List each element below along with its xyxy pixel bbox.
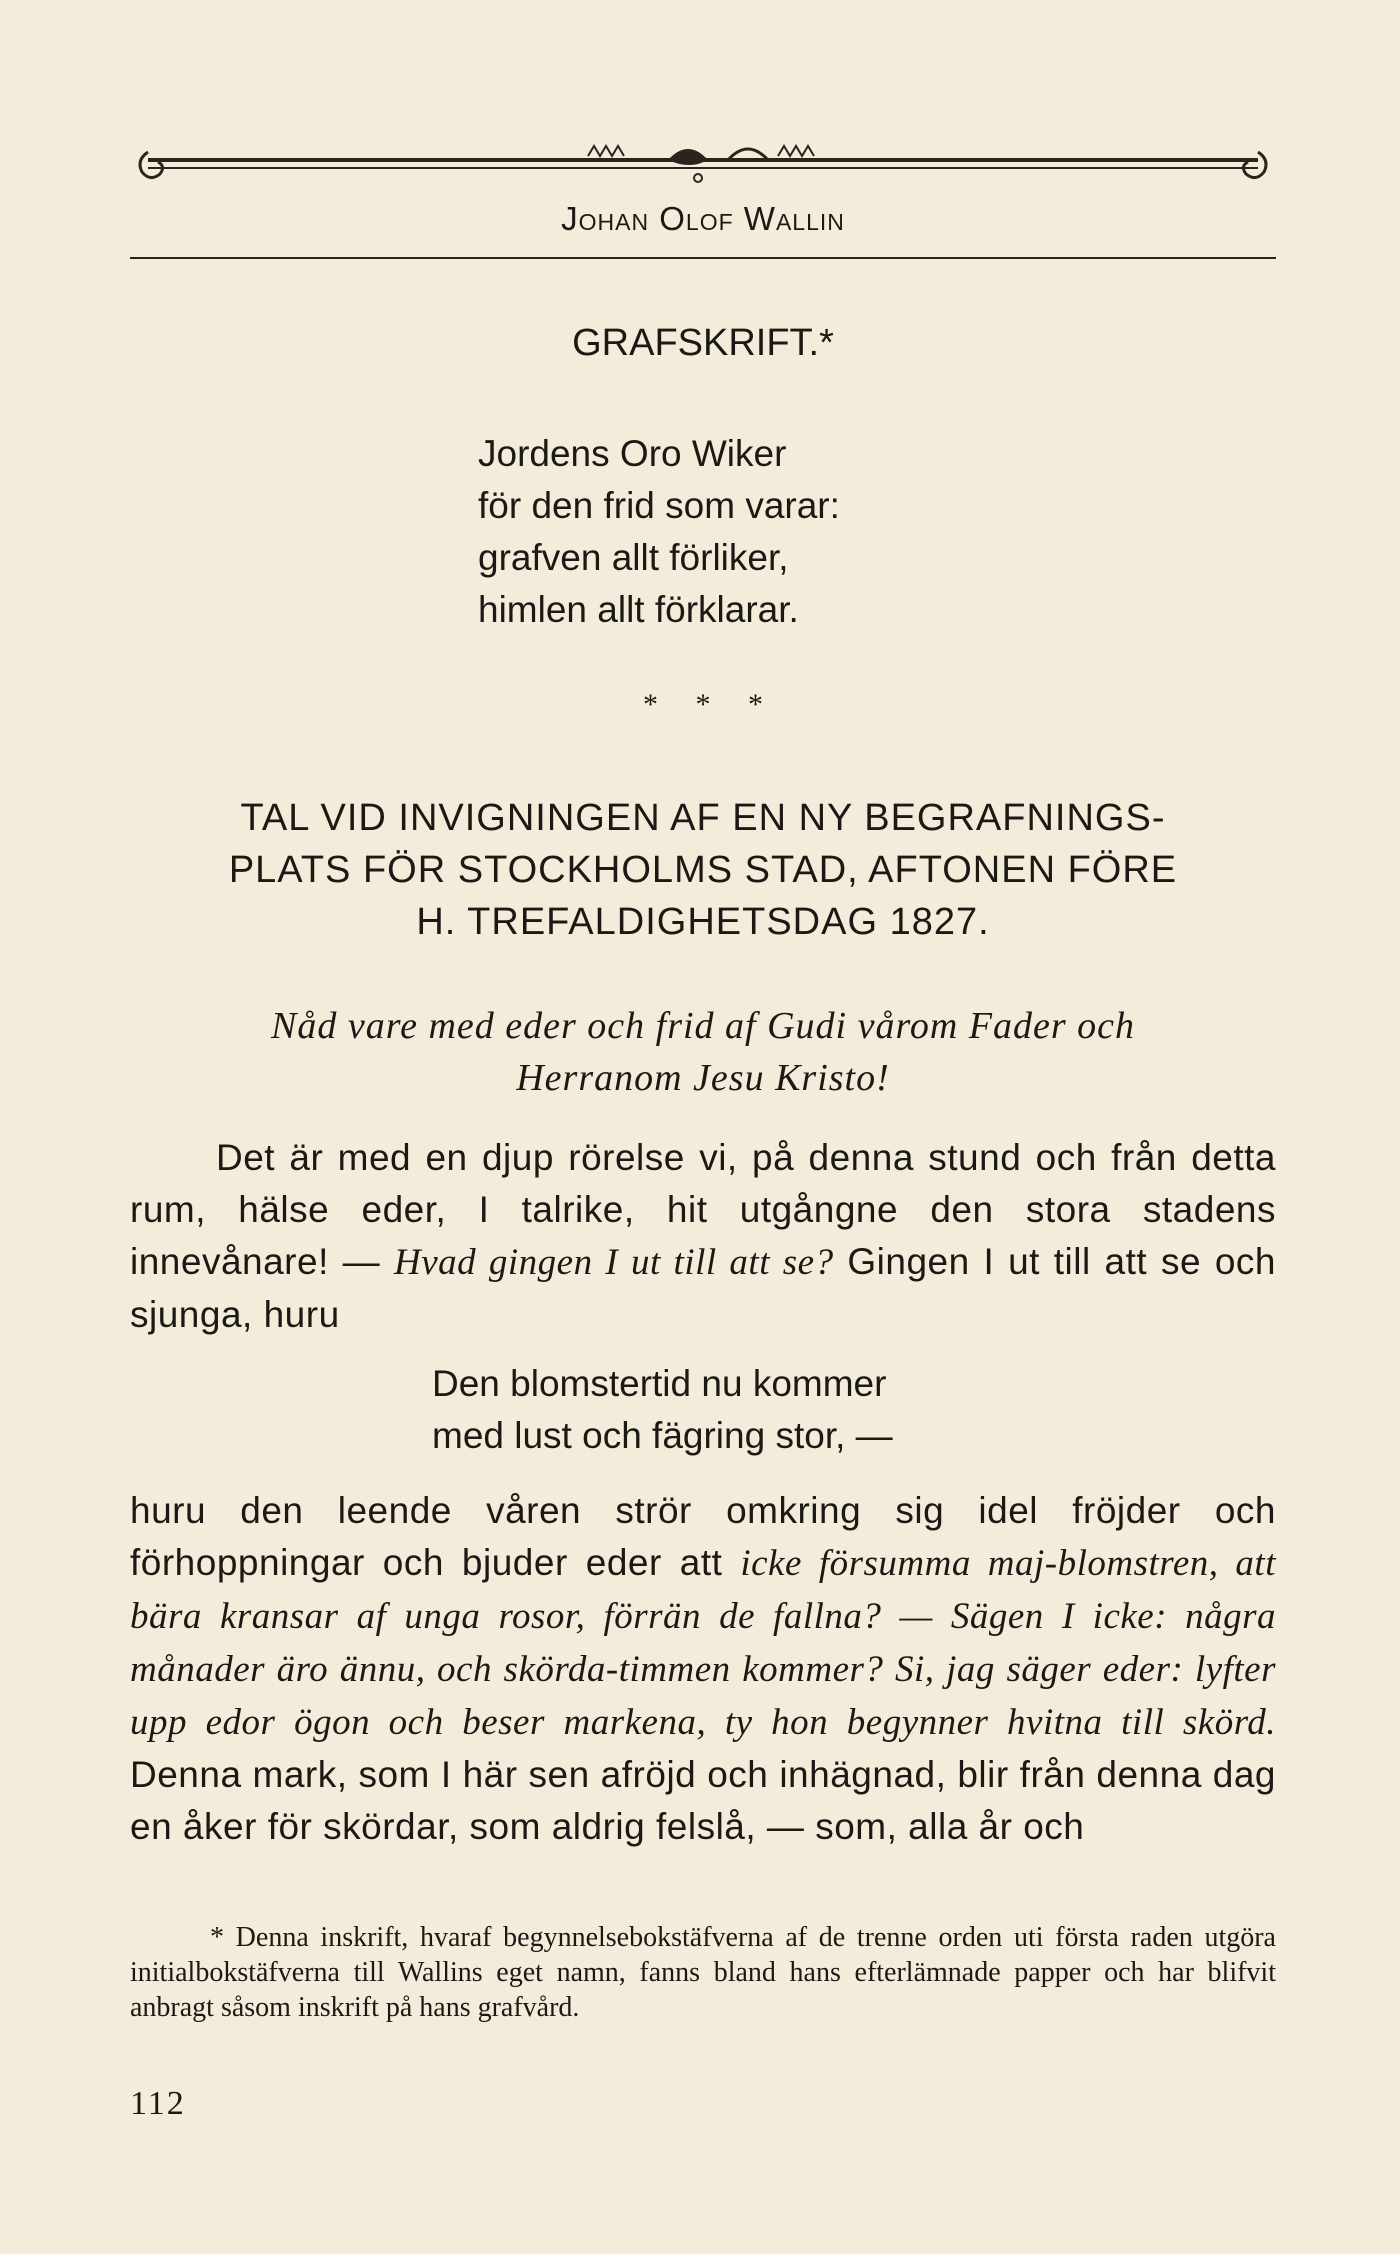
poem-line: för den frid som varar: bbox=[478, 485, 840, 526]
paragraph-text: Gingen I ut till att se och sjunga, huru bbox=[130, 1241, 1276, 1335]
epitaph-poem bbox=[478, 428, 840, 636]
hymn-quote bbox=[432, 1358, 893, 1462]
epitaph-title: GRAFSKRIFT.* bbox=[572, 322, 834, 364]
quote-line: med lust och fägring stor, — bbox=[432, 1415, 893, 1456]
speech-title-line: H. TREFALDIGHETSDAG 1827. bbox=[416, 901, 990, 943]
section-separator: * * * bbox=[643, 688, 763, 721]
body-paragraph bbox=[130, 1132, 1276, 1341]
speech-title bbox=[130, 792, 1276, 948]
poem-line: himlen allt förklarar. bbox=[478, 589, 799, 630]
salutation bbox=[172, 1000, 1234, 1104]
salutation-line: Nåd vare med eder och frid af Gudi vårom Fader och bbox=[270, 1005, 1136, 1047]
poem-line: Jordens Oro Wiker bbox=[478, 433, 787, 474]
running-head: Johan Olof Wallin bbox=[561, 200, 845, 237]
speech-title-line: TAL VID INVIGNINGEN AF EN NY BEGRAFNINGS- bbox=[240, 797, 1166, 839]
footnote bbox=[130, 1920, 1276, 2025]
paragraph-italic-text: icke försumma maj-blomstren, att bära kransar af unga rosor, förrän de fallna? — Sägen I icke: några månader äro ännu, och skörda-timmen kommer? Si, jag säger eder: lyfter upp edor ögon och beser markena, ty hon begynner hvitna till skörd. bbox=[130, 1543, 1276, 1743]
paragraph-text: Det är med en djup rörelse vi, på denna stund och från detta rum, hälse eder, I talrike, hit utgångne den stora stadens innevånare! — bbox=[130, 1137, 1276, 1282]
footnote-text: * Denna inskrift, hvaraf begynnelsebokstäfverna af de trenne orden uti första raden utgöra initialbokstäfverna till Wallins eget namn, fanns bland hans efterlämnade papper och har blifvit anbragt såsom inskrift på hans grafvård. bbox=[130, 1922, 1276, 2023]
poem-line: grafven allt förliker, bbox=[478, 537, 789, 578]
salutation-line: Herranom Jesu Kristo! bbox=[516, 1057, 890, 1099]
paragraph-italic-text: Hvad gingen I ut till att se? bbox=[393, 1242, 834, 1283]
page-number: 112 bbox=[130, 2085, 186, 2122]
body-paragraph bbox=[130, 1485, 1276, 1853]
quote-line: Den blomstertid nu kommer bbox=[432, 1363, 887, 1404]
decorative-header-ornament bbox=[128, 130, 1278, 200]
header-rule bbox=[130, 257, 1276, 259]
paragraph-text: huru den leende våren strör omkring sig idel fröjder och förhoppningar och bjuder eder att bbox=[130, 1490, 1276, 1583]
paragraph-text: Denna mark, som I här sen afröjd och inhägnad, blir från denna dag en åker för skördar, som aldrig felslå, — som, alla år och bbox=[130, 1754, 1276, 1847]
speech-title-line: PLATS FÖR STOCKHOLMS STAD, AFTONEN FÖRE bbox=[228, 849, 1178, 891]
